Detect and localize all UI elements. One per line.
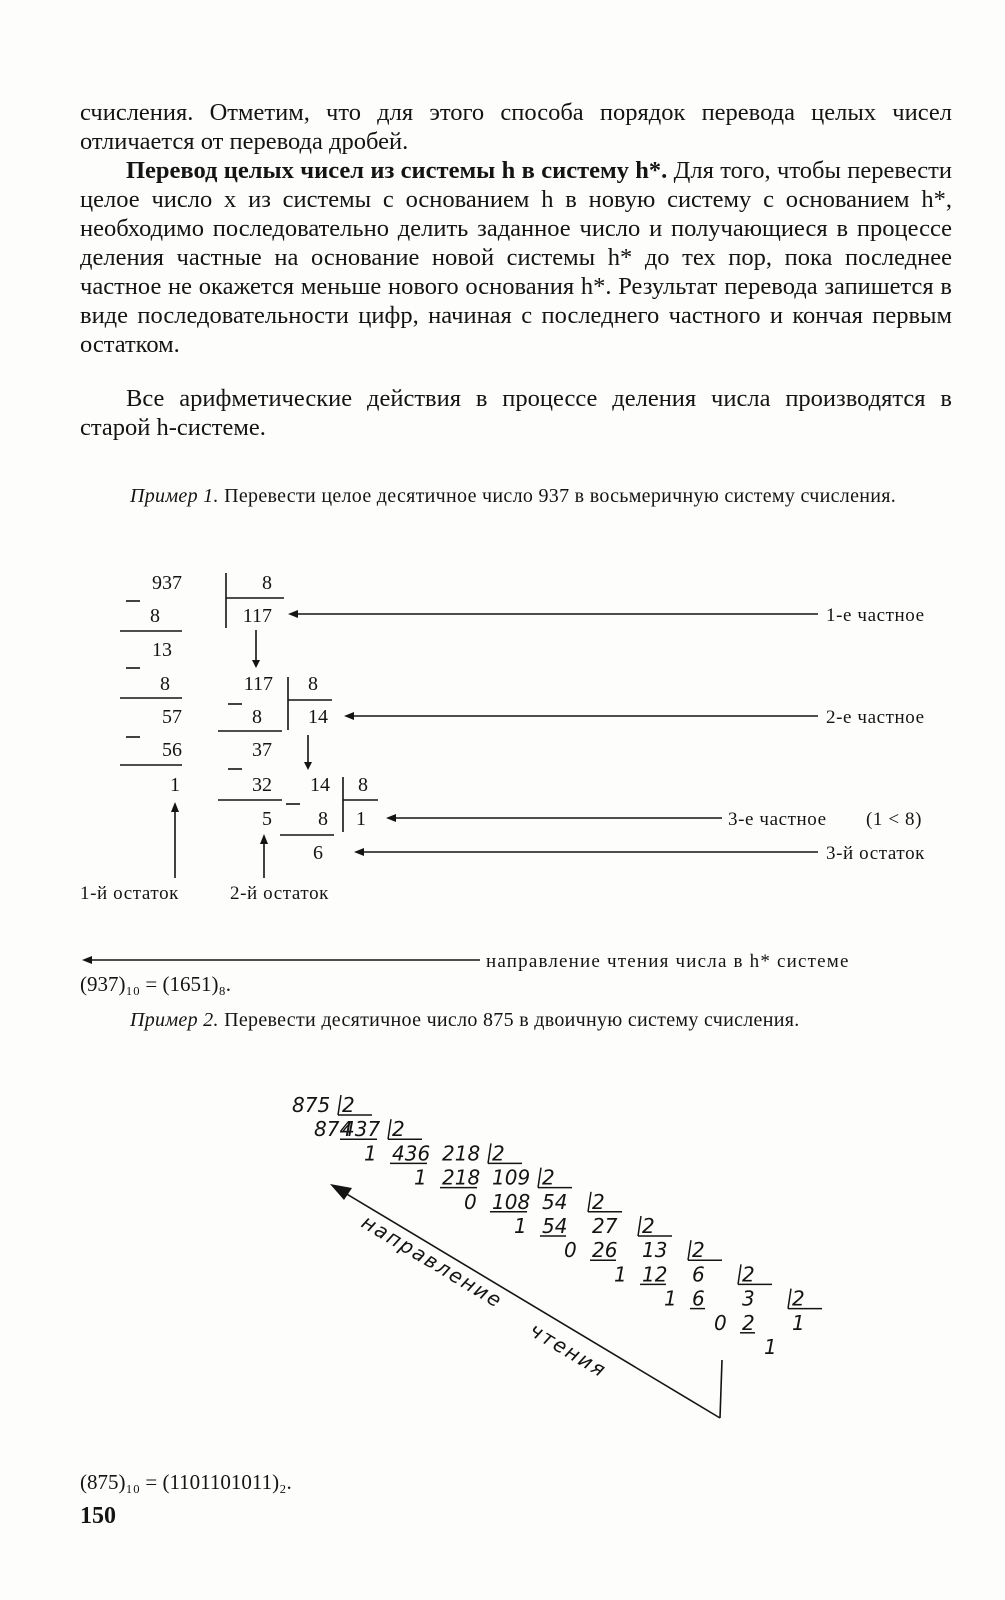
division-bracket [488,1143,491,1163]
paragraph-arithmetic-note: Все арифметические действия в процессе деления числа производятся в старой h-системе. [80,385,952,441]
cascade-digit: 0 [564,1238,577,1263]
cascade-digit: 1 [414,1165,427,1190]
cascade-digit: 108 [492,1189,531,1214]
cascade-digit: 0 [464,1189,477,1214]
cascade-digit: 6 [692,1286,705,1311]
division-bracket [638,1216,641,1236]
label-condition: (1 < 8) [866,809,923,830]
cascade-digit: 26 [592,1238,618,1263]
cascade-digit: 1 [364,1141,377,1166]
digit: 8 [252,706,262,728]
digit: 8 [160,673,170,695]
example-2-result: (875)₁₀ = (1101101011)₂. [80,1470,292,1494]
cascade-digit: 12 [642,1262,668,1287]
cascade-digit: 875 [292,1093,331,1117]
digit: 1 [170,774,180,796]
cascade-digit: 1 [764,1335,777,1359]
digit: 117 [243,673,273,695]
digit: 8 [150,605,160,627]
cascade-digit: 54 [542,1214,568,1238]
cascade-digit: 2 [592,1189,605,1214]
digit: 37 [252,739,272,761]
digit: 1 [356,808,366,830]
division-bracket [538,1168,541,1188]
label-third-remainder: 3-й остаток [826,843,926,864]
cascade-digit: 1 [614,1262,627,1287]
cascade-digit: 1 [514,1214,527,1238]
division-bracket [388,1119,391,1139]
label-first-remainder: 1-й остаток [80,883,180,904]
cascade-digit: 2 [542,1165,555,1190]
cascade-digit: 3 [742,1286,755,1311]
example-2-label: Пример 2. [130,1009,219,1031]
direction-word-1: направление [357,1209,508,1314]
cascade-digit: 0 [714,1310,727,1335]
cascade-digit: 874 [314,1117,353,1142]
digit: 14 [310,774,330,796]
cascade-digit: 6 [692,1262,705,1287]
cascade-digit: 2 [342,1093,355,1117]
digit: 937 [152,572,182,594]
reading-direction-label: направление чтения числа в h* системе [486,951,850,972]
division-bracket [688,1240,691,1260]
cascade-digit: 2 [492,1141,505,1166]
division-bracket [588,1192,591,1212]
digit: 5 [262,808,272,830]
cascade-digit: 437 [342,1117,381,1142]
direction-word-2: чтения [525,1317,612,1383]
label-third-quotient: 3-е частное [728,809,827,830]
cascade-digit: 2 [742,1262,755,1287]
digit: 8 [318,808,328,830]
cascade-digit: 27 [592,1214,618,1238]
section-heading: Перевод целых чисел из системы h в систему h*. [126,157,668,184]
cascade-digit: 54 [542,1189,568,1214]
cascade-digit: 1 [792,1310,805,1335]
digit: 57 [162,706,182,728]
paragraph-intro: счисления. Отметим, что для этого способа порядок перевода целых чисел отличается от перевода дробей. [80,99,952,155]
rule-text: Для того, чтобы перевести целое число x из системы с основанием h в новую систему с основанием h*, необходимо последовательно делить заданное число и получающиеся в процессе деления частные на основание новой системы h* до тех пор, пока последнее частное не окажется меньше нового основания h*. Результат перевода запишется в виде последовательности цифр, начиная с последнего частного и кончая первым остатком. [80,157,952,358]
cascade-digit: 436 [392,1141,431,1166]
cascade-digit: 1 [664,1286,677,1311]
example-1-text: Перевести целое десятичное число 937 в восьмеричную систему счисления. [218,485,897,507]
cascade-digit: 2 [792,1286,805,1311]
digit: 8 [308,673,318,695]
cascade-digit: 2 [642,1214,655,1238]
digit: 117 [242,605,272,627]
division-bracket [338,1095,341,1115]
cascade-digit: 13 [642,1238,668,1263]
digit: 8 [358,774,368,796]
digit: 56 [162,739,182,761]
cascade-digit: 2 [742,1310,755,1335]
label-second-remainder: 2-й остаток [230,883,330,904]
cascade-digit: 109 [492,1165,531,1190]
cascade-digit: 2 [392,1117,405,1142]
cascade-digit: 218 [442,1141,481,1166]
division-bracket [788,1289,791,1309]
example-1-result: (937)₁₀ = (1651)₈. [80,972,232,996]
division-bracket [738,1264,741,1284]
label-first-quotient: 1-е частное [826,605,925,626]
digit: 14 [308,706,328,728]
digit: 6 [313,842,323,864]
label-second-quotient: 2-е частное [826,707,925,728]
example-2-text: Перевести десятичное число 875 в двоичную систему счисления. [218,1009,800,1031]
cascade-digit: 218 [442,1165,481,1190]
digit: 13 [152,639,172,661]
page-number: 150 [80,1503,116,1529]
digit: 8 [262,572,272,594]
digit: 32 [252,774,272,796]
cascade-digit: 2 [692,1238,705,1263]
example-1-label: Пример 1. [130,485,219,507]
